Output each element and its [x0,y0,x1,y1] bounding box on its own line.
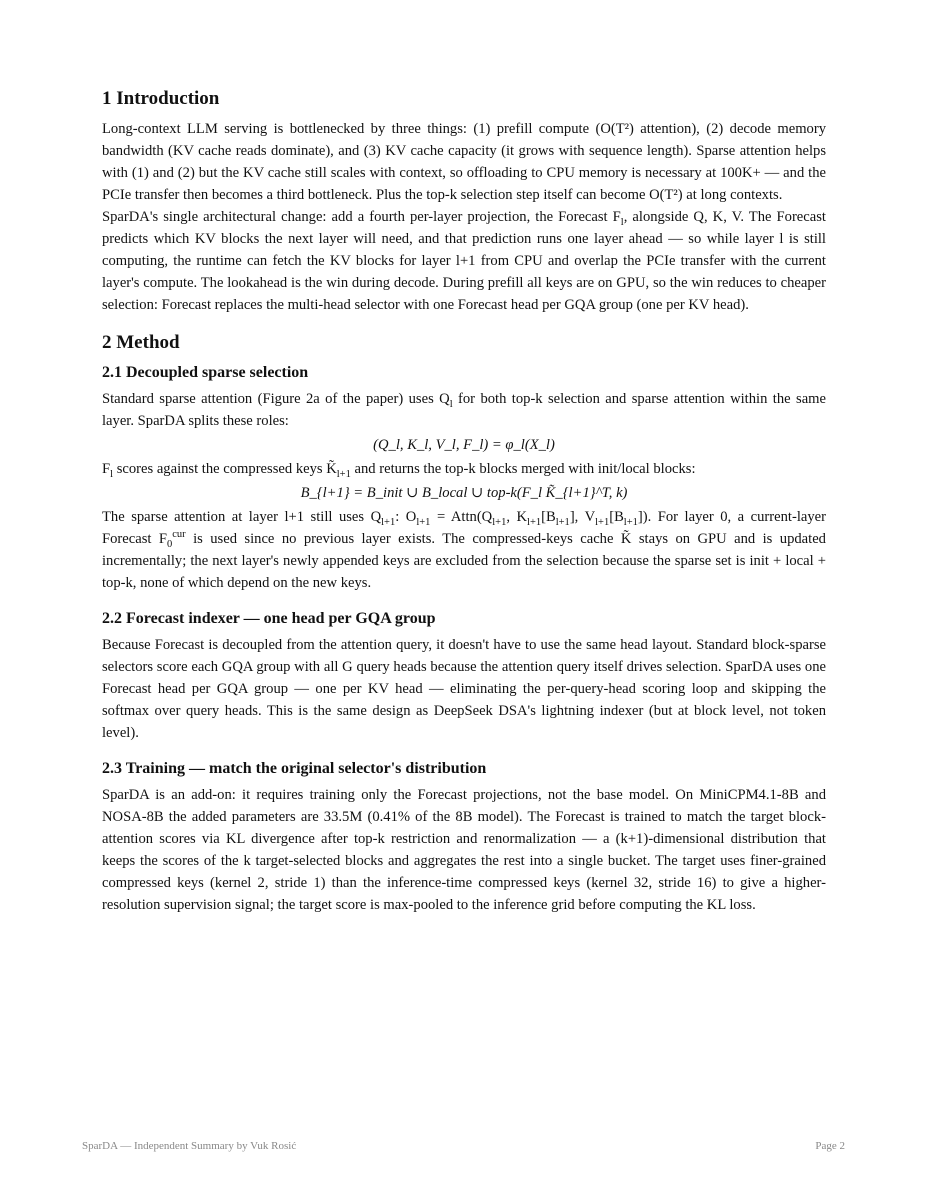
paragraph: Long-context LLM serving is bottlenecked by three things: (1) prefill compute (O(T²) attention), (2) decode memory bandwidth (KV cache reads dominate), and (3) KV cache capacity (it grows with sequence length). Sparse attention helps with (1) and (2) but the KV cache still scales with context, so offloading to CPU memory is necessary at 100K+ — and the PCIe transfer then becomes a third bottleneck. Plus the top-k selection step itself can become O(T²) at long contexts. [102,121,826,203]
subsection-decoupled-selection [102,362,826,594]
paragraph: SparDA is an add-on: it requires training only the Forecast projections, not the base model. On MiniCPM4.1-8B and NOSA-8B the added parameters are 33.5M (0.41% of the 8B model). The Forecast is trained to match the target block-attention scores via KL divergence after top-k restriction and renormalization — a (k+1)-dimensional distribution that keeps the scores of the k target-selected blocks and aggregates the rest into a single bucket. The target uses finer-grained compressed keys (kernel 2, stride 1) than the inference-time compressed keys (kernel 32, stride 16) to give a higher-resolution supervision signal; the target score is max-pooled to the inference grid before computing the KL loss. [102,787,826,913]
page-number: Page 2 [815,1140,845,1152]
page-content [102,86,826,916]
equation-projections [102,434,826,456]
paragraph: Standard sparse attention (Figure 2a of the paper) uses $Q_l$ for both top-k selection and sparse attention within the same layer. SparDA splits these roles: [102,391,826,429]
subsection-heading: 2.1 Decoupled sparse selection [102,364,309,381]
page-footer [82,1140,845,1152]
equation-block-selection [102,482,826,504]
section-heading: 1 Introduction [102,88,220,109]
subsection-forecast-indexer [102,608,826,744]
section-introduction [102,86,826,316]
paragraph: SparDA's single architectural change: add a fourth per-layer projection, the Forecast $F_l$, alongside Q, K, V. The Forecast predicts which KV blocks the next layer will need, and that prediction runs one layer ahead — so while layer l is still computing, the runtime can fetch the KV blocks for layer l+1 from CPU and overlap the PCIe transfer with the current layer's compute. The lookahead is the win during decode. During prefill all keys are on GPU, so the win reduces to cheaper selection: Forecast replaces the multi-head selector with one Forecast head per GQA group (one per KV head). [102,209,826,313]
paragraph: The sparse attention at layer l+1 still uses $Q_{l+1}$: $O_{l+1}$ = $Attn(Q_{l+1}$, $K_{l+1}[B_{l+1}]$, $V_{l+1}[B_{l+1}]$). For layer 0, a current-layer Forecast $F_0^{cur}$ is used since no previous layer exists. The compressed-keys cache K̃ stays on GPU and is updated incrementally; the next layer's newly appended keys are excluded from the selection because the sparse set is init + local + top-k, none of which depend on the new keys. [102,509,827,591]
section-heading: 2 Method [102,332,180,353]
paragraph: $F_l$ scores against the compressed keys $K̃_{l+1}$ and returns the top-k blocks merged with init/local blocks: [102,461,696,480]
equation-text: B_{l+1} = B_init ∪ B_local ∪ top-k(F_l K̃_{l+1}^T, k) [300,485,628,501]
subsection-heading: 2.2 Forecast indexer — one head per GQA group [102,610,436,627]
footer-attribution: SparDA — Independent Summary by Vuk Rosić [82,1140,297,1152]
equation-text: (Q_l, K_l, V_l, F_l) = φ_l(X_l) [373,437,555,453]
section-method [102,330,826,916]
subsection-heading: 2.3 Training — match the original selector's distribution [102,760,487,777]
subsection-training [102,758,826,916]
paragraph: Because Forecast is decoupled from the attention query, it doesn't have to use the same head layout. Standard block-sparse selectors score each GQA group with all G query heads because the attention query itself drives selection. SparDA uses one Forecast head per GQA group — one per KV head — eliminating the per-query-head scoring loop and skipping the softmax over query heads. This is the same design as DeepSeek DSA's lightning indexer (but at block level, not token level). [102,637,826,741]
